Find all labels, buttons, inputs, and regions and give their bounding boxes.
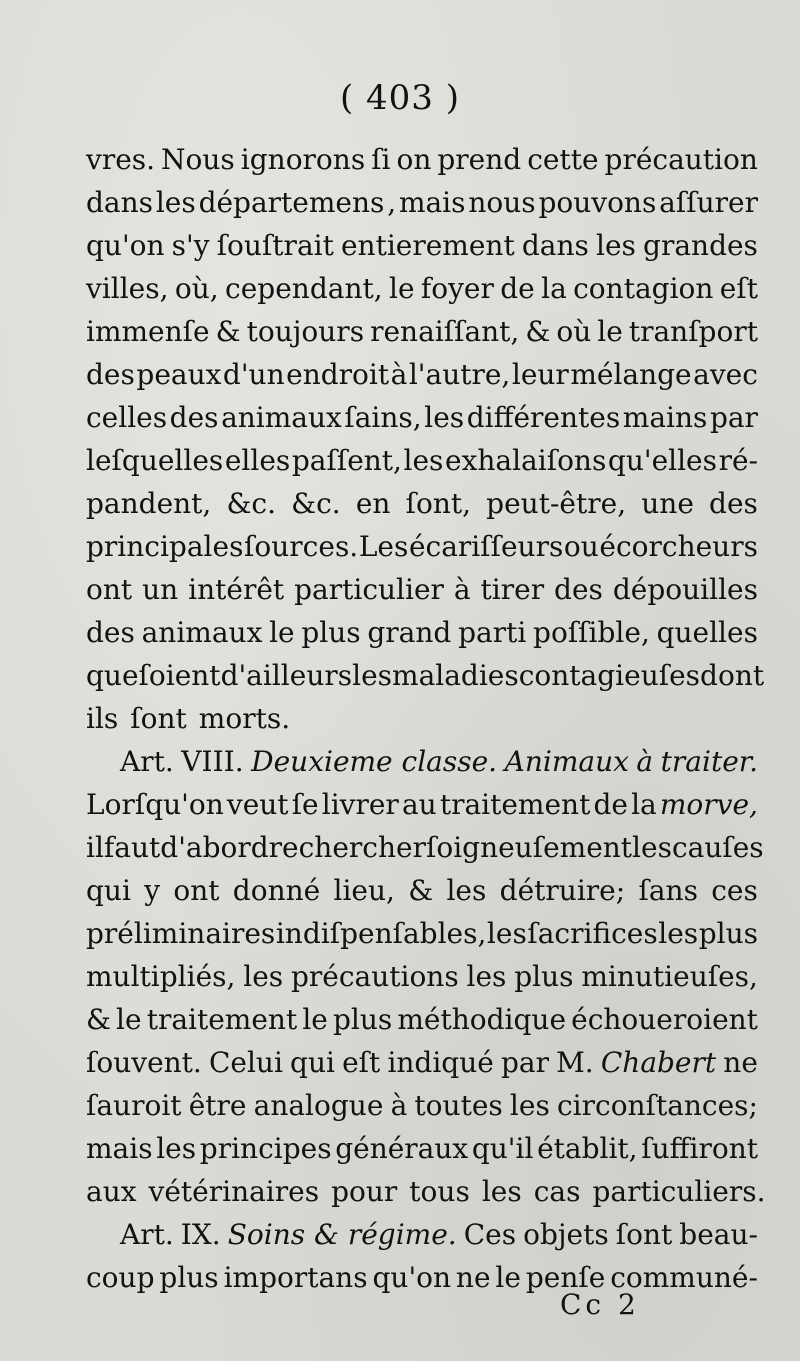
word: prend [437, 143, 522, 176]
word: immenſe [86, 315, 210, 348]
word: par [500, 1046, 549, 1079]
word: établit, [537, 1132, 638, 1165]
word: faut [103, 831, 161, 864]
word: au [401, 788, 437, 821]
word: foyer [420, 272, 494, 305]
word: indiqué [387, 1046, 494, 1079]
word: un [142, 573, 179, 606]
word: Lorſqu'on [86, 788, 224, 821]
text-line [86, 1127, 758, 1170]
word: principales [86, 530, 244, 563]
word: la [541, 272, 567, 305]
word: Nous [161, 143, 235, 176]
text-line [86, 697, 758, 740]
word: communé- [610, 1261, 758, 1294]
text-line [86, 611, 758, 654]
word: Animaux [504, 745, 629, 778]
word: indiſpenſables, [275, 917, 487, 950]
word: des [169, 401, 219, 434]
word: les [632, 831, 672, 864]
word: le [302, 1003, 328, 1036]
word: où [556, 315, 592, 348]
word: des [86, 358, 135, 391]
text-line [86, 1256, 758, 1299]
word: penſe [525, 1261, 606, 1294]
word: celles [86, 401, 168, 434]
word: VIII. [181, 745, 244, 778]
word: lieu, [333, 874, 395, 907]
word: morve, [659, 788, 758, 821]
word: pandent, [86, 487, 212, 520]
word: les [155, 186, 196, 219]
word: la [631, 788, 657, 821]
word: mélange [570, 358, 692, 391]
word: vétérinaires [148, 1175, 320, 1208]
word: plus [159, 1261, 219, 1294]
word: beau- [679, 1218, 758, 1251]
word: endroit [286, 358, 390, 391]
word: leur [511, 358, 569, 391]
word: dont [700, 659, 765, 692]
body-text [86, 138, 766, 1299]
word: Chabert [600, 1046, 717, 1079]
word: tirer [480, 573, 545, 606]
word: qu'elles [607, 444, 717, 477]
word: veut [226, 788, 289, 821]
word: , [387, 186, 397, 219]
word: les [403, 444, 444, 477]
word: départemens [198, 186, 385, 219]
word: d'abord [160, 831, 269, 864]
word: des [86, 616, 135, 649]
word: plus [332, 1003, 393, 1036]
word: de [593, 788, 628, 821]
word: & [86, 1003, 111, 1036]
word: ignorons [240, 143, 366, 176]
word: méthodique [397, 1003, 567, 1036]
signature-mark: Cc 2 [560, 1288, 640, 1321]
word: le [597, 315, 623, 348]
word: qui [290, 1046, 335, 1079]
word: où, [174, 272, 219, 305]
word: M. [556, 1046, 594, 1079]
word: cependant, [225, 272, 383, 305]
text-line [86, 310, 758, 353]
word: multipliés, [86, 960, 236, 993]
word: cauſes [671, 831, 764, 864]
word: morts. [198, 702, 291, 735]
text-line [86, 1213, 758, 1256]
word: les [658, 917, 699, 950]
word: ſuffiront [641, 1132, 758, 1165]
text-line [86, 912, 758, 955]
word: échoueroient [571, 1003, 758, 1036]
word: poſſible, [533, 616, 650, 649]
word: ſi [371, 143, 391, 176]
word: les [243, 960, 284, 993]
word: Les [358, 530, 409, 563]
text-line [86, 869, 758, 912]
word: ont [86, 573, 133, 606]
word: contagieuſes [518, 659, 701, 692]
word: parti [458, 616, 527, 649]
text-line [86, 955, 758, 998]
word: les [446, 874, 487, 907]
word: les [481, 1175, 522, 1208]
word: qu'il [471, 1132, 534, 1165]
word: plus [301, 616, 361, 649]
word: livrer [321, 788, 399, 821]
text-line [86, 525, 758, 568]
word: mains [622, 401, 708, 434]
text-line [86, 654, 765, 697]
word: coup [86, 1261, 155, 1294]
word: animaux [141, 616, 263, 649]
text-line [86, 482, 758, 525]
word: être [188, 1089, 247, 1122]
word: importans [223, 1261, 368, 1294]
word: &c. [291, 487, 341, 520]
word: à [636, 745, 654, 778]
word: aſſurer [659, 186, 758, 219]
word: d'un [222, 358, 285, 391]
word: dans [521, 229, 589, 262]
word: Art. [120, 745, 174, 778]
page-number: ( 403 ) [339, 78, 461, 118]
word: ſauroit [86, 1089, 182, 1122]
word: peaux [136, 358, 222, 391]
word: Celui [208, 1046, 283, 1079]
word: grand [367, 616, 452, 649]
word: le [116, 1003, 142, 1036]
word: ces [711, 874, 758, 907]
text-line [86, 138, 758, 181]
word: écorcheurs [599, 530, 758, 563]
word: & [215, 315, 241, 348]
word: ſains, [344, 401, 422, 434]
word: pouvons [538, 186, 657, 219]
word: ſont [615, 1218, 673, 1251]
word: grandes [643, 229, 758, 262]
text-line [86, 396, 758, 439]
word: avec [693, 358, 758, 391]
text-line [86, 439, 758, 482]
word: Art. [120, 1218, 174, 1251]
text-line [86, 826, 764, 869]
word: elles [224, 444, 291, 477]
word: ſouvent. [86, 1046, 202, 1079]
word: cas [533, 1175, 581, 1208]
word: toutes [414, 1089, 503, 1122]
word: & [525, 315, 551, 348]
word: les [156, 1132, 197, 1165]
word: Deuxieme classe. [251, 745, 498, 778]
word: ſont, [405, 487, 472, 520]
word: plus [698, 917, 758, 950]
word: circonſtances; [556, 1089, 758, 1122]
word: renaiſſant, [370, 315, 520, 348]
word: animaux [221, 401, 342, 434]
word: l'autre, [408, 358, 511, 391]
text-line [86, 783, 758, 826]
word: exhalaiſons [445, 444, 607, 477]
word: cette [527, 143, 599, 176]
word: ſacrifices [527, 917, 658, 950]
word: Soins & régime. [227, 1218, 457, 1251]
word: le [495, 1261, 521, 1294]
word: en [355, 487, 391, 520]
word: détruire; [499, 874, 626, 907]
word: précaution [604, 143, 758, 176]
word: plus [514, 960, 574, 993]
word: les [424, 401, 465, 434]
word: des [709, 487, 758, 520]
word: IX. [180, 1218, 221, 1251]
word: objets [523, 1218, 609, 1251]
word: entierement [340, 229, 515, 262]
word: généraux [335, 1132, 469, 1165]
word: contagion [573, 272, 714, 305]
word: dépouilles [612, 573, 758, 606]
word: ont [173, 874, 220, 907]
word: s'y [171, 229, 210, 262]
word: ſoigneuſement [425, 831, 633, 864]
word: ou [563, 530, 599, 563]
word: eſt [719, 272, 758, 305]
word: ré- [718, 444, 758, 477]
word: une [641, 487, 694, 520]
text-line [86, 998, 758, 1041]
word: & [408, 874, 434, 907]
word: ſe [291, 788, 319, 821]
word: y [144, 874, 161, 907]
word: précautions [290, 960, 459, 993]
text-line [86, 353, 758, 396]
word: Ces [463, 1218, 517, 1251]
word: toujours [246, 315, 365, 348]
word: ſans [638, 874, 698, 907]
text-line [86, 224, 758, 267]
word: particuliers. [592, 1175, 766, 1208]
word: ſont [130, 702, 187, 735]
word: qu'on [86, 229, 165, 262]
word: tous [409, 1175, 470, 1208]
word: d'ailleurs [220, 659, 353, 692]
word: les [352, 659, 393, 692]
text-line [86, 1084, 758, 1127]
word: rechercher [268, 831, 426, 864]
word: les [486, 917, 527, 950]
word: donné [232, 874, 321, 907]
word: ſouſtrait [216, 229, 334, 262]
word: minutieuſes, [581, 960, 758, 993]
text-line [86, 1041, 758, 1084]
word: eſt [342, 1046, 381, 1079]
word: analogue [253, 1089, 384, 1122]
word: pour [331, 1175, 398, 1208]
word: quelles [656, 616, 758, 649]
word: ne [723, 1046, 758, 1079]
word: leſquelles [86, 444, 224, 477]
word: maladies [392, 659, 519, 692]
word: ne [455, 1261, 491, 1294]
word: traitement [146, 1003, 298, 1036]
word: peut-être, [486, 487, 627, 520]
word: écariſſeurs [408, 530, 564, 563]
word: préliminaires [86, 917, 276, 950]
word: ſources. [244, 530, 359, 563]
word: les [596, 229, 636, 262]
word: nous [468, 186, 536, 219]
word: à [453, 573, 471, 606]
word: les [509, 1089, 550, 1122]
word: le [269, 616, 295, 649]
word: mais [398, 186, 466, 219]
word: vres. [86, 143, 156, 176]
word: aux [86, 1175, 137, 1208]
word: ils [86, 702, 119, 735]
word: ſoient [138, 659, 221, 692]
word: par [709, 401, 758, 434]
word: paſſent, [291, 444, 402, 477]
word: différentes [466, 401, 621, 434]
word: des [554, 573, 603, 606]
word: à [390, 358, 408, 391]
word: que [86, 659, 139, 692]
word: à [390, 1089, 408, 1122]
word: mais [86, 1132, 153, 1165]
text-line [86, 267, 758, 310]
word: &c. [226, 487, 277, 520]
word: principes [199, 1132, 332, 1165]
word: qui [86, 874, 131, 907]
text-line [86, 181, 758, 224]
word: traiter. [660, 745, 758, 778]
text-line [86, 1170, 766, 1213]
word: tranſport [628, 315, 758, 348]
word: particulier [294, 573, 444, 606]
word: dans [86, 186, 154, 219]
word: on [396, 143, 432, 176]
word: le [389, 272, 415, 305]
text-line [86, 740, 758, 783]
word: il [86, 831, 104, 864]
word: intérêt [188, 573, 285, 606]
text-line [86, 568, 758, 611]
word: traitement [439, 788, 591, 821]
word: de [500, 272, 535, 305]
word: villes, [86, 272, 169, 305]
word: qu'on [372, 1261, 452, 1294]
word: les [466, 960, 507, 993]
